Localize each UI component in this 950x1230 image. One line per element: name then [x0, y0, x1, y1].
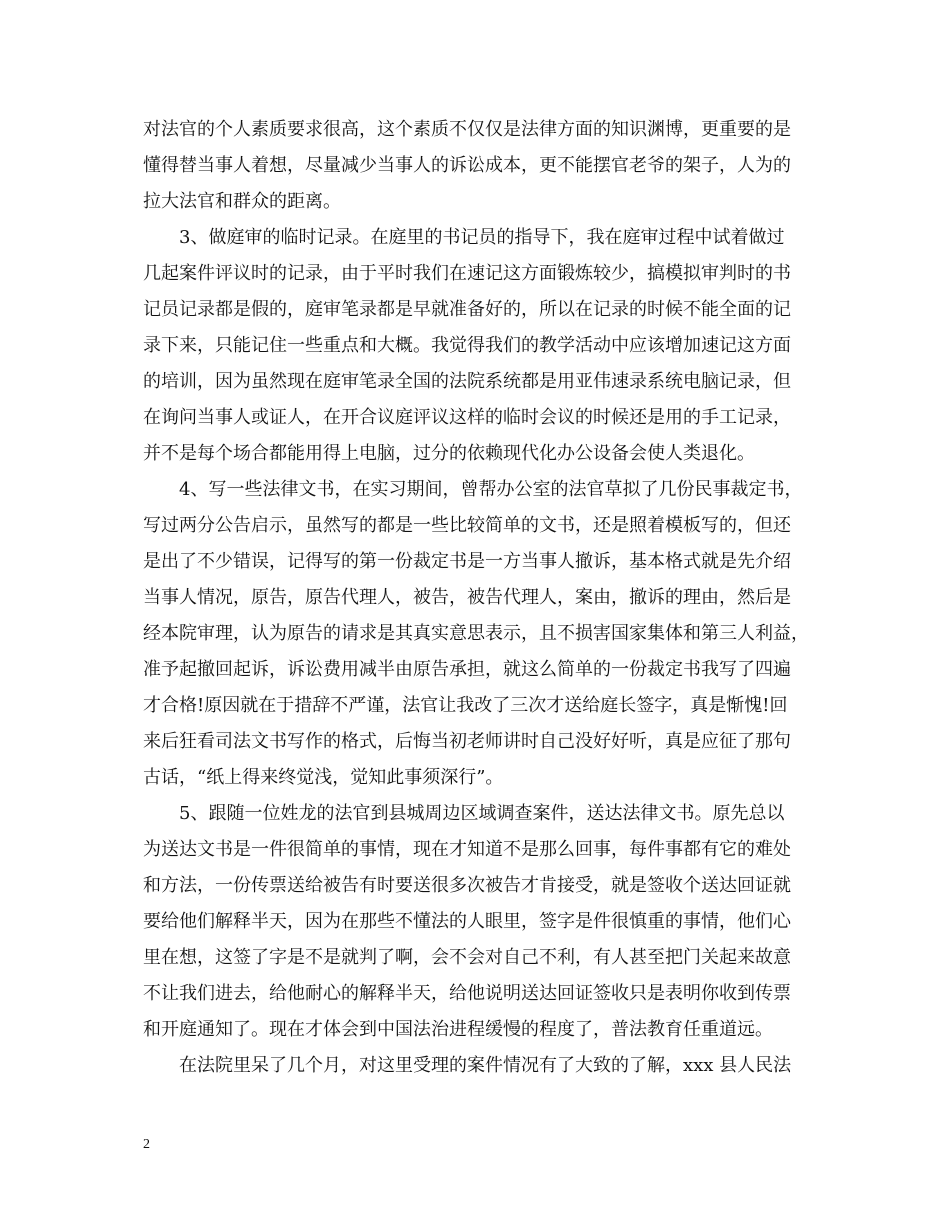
- text-line: 的培训，因为虽然现在庭审笔录全国的法院系统都是用亚伟速录系统电脑记录，但: [143, 371, 791, 392]
- text-line: 里在想，这签了字是不是就判了啊，会不会对自己不利，有人甚至把门关起来故意: [143, 947, 791, 968]
- page-number: 2: [143, 1137, 150, 1152]
- text-line: 写过两分公告启示，虽然写的都是一些比较简单的文书，还是照着模板写的，但还: [143, 515, 791, 536]
- text-line: 录下来，只能记住一些重点和大概。我觉得我们的教学活动中应该增加速记这方面: [143, 335, 791, 356]
- text-line: 3、做庭审的临时记录。在庭里的书记员的指导下，我在庭审过程中试着做过: [179, 227, 785, 248]
- text-line: 在法院里呆了几个月，对这里受理的案件情况有了大致的了解，xxx 县人民法: [179, 1055, 792, 1076]
- text-line: 5、跟随一位姓龙的法官到县城周边区域调查案件，送达法律文书。原先总以: [179, 803, 785, 824]
- text-line: 懂得替当事人着想，尽量减少当事人的诉讼成本，更不能摆官老爷的架子，人为的: [143, 155, 791, 176]
- text-line: 才合格!原因就在于措辞不严谨，法官让我改了三次才送给庭长签字，真是惭愧!回: [143, 695, 788, 716]
- text-line: 古话，“纸上得来终觉浅，觉知此事须深行”。: [143, 767, 504, 788]
- text-line: 和方法，一份传票送给被告有时要送很多次被告才肯接受，就是签收个送达回证就: [143, 875, 791, 896]
- text-line: 并不是每个场合都能用得上电脑，过分的依赖现代化办公设备会使人类退化。: [143, 443, 755, 464]
- text-line: 要给他们解释半天，因为在那些不懂法的人眼里，签字是件很慎重的事情，他们心: [143, 911, 791, 932]
- text-line: 准予起撤回起诉，诉讼费用减半由原告承担，就这么简单的一份裁定书我写了四遍: [143, 659, 791, 680]
- text-line: 为送达文书是一件很简单的事情，现在才知道不是那么回事，每件事都有它的难处: [143, 839, 791, 860]
- text-line: 在询问当事人或证人，在开合议庭评议这样的临时会议的时候还是用的手工记录，: [143, 407, 791, 428]
- text-line: 拉大法官和群众的距离。: [143, 191, 341, 212]
- text-line: 对法官的个人素质要求很高，这个素质不仅仅是法律方面的知识渊博，更重要的是: [143, 119, 791, 140]
- text-line: 当事人情况，原告，原告代理人，被告，被告代理人，案由，撤诉的理由，然后是: [143, 587, 791, 608]
- text-line: 不让我们进去，给他耐心的解释半天，给他说明送达回证签收只是表明你收到传票: [143, 983, 791, 1004]
- text-line: 和开庭通知了。现在才体会到中国法治进程缓慢的程度了，普法教育任重道远。: [143, 1019, 773, 1040]
- text-line: 4、写一些法律文书，在实习期间，曾帮办公室的法官草拟了几份民事裁定书，: [179, 479, 803, 500]
- text-line: 来后狂看司法文书写作的格式，后悔当初老师讲时自己没好好听，真是应征了那句: [143, 731, 791, 752]
- text-line: 经本院审理，认为原告的请求是其真实意思表示，且不损害国家集体和第三人利益，: [143, 623, 809, 644]
- text-line: 几起案件评议时的记录，由于平时我们在速记这方面锻炼较少，搞模拟审判时的书: [143, 263, 791, 284]
- text-line: 记员记录都是假的，庭审笔录都是早就准备好的，所以在记录的时候不能全面的记: [143, 299, 791, 320]
- text-line: 是出了不少错误，记得写的第一份裁定书是一方当事人撤诉，基本格式就是先介绍: [143, 551, 791, 572]
